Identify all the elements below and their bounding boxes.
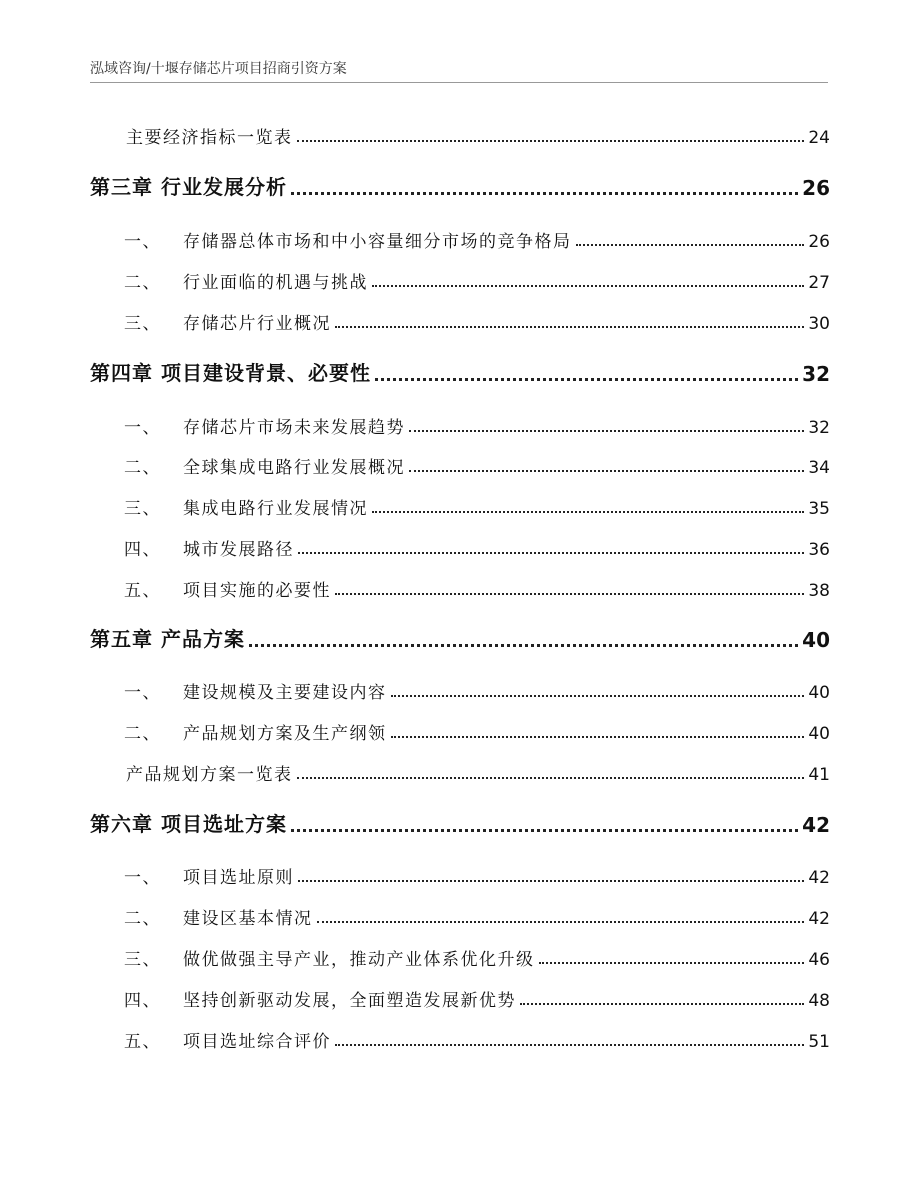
toc-entry[interactable] bbox=[124, 1026, 830, 1052]
toc-entry[interactable] bbox=[124, 985, 830, 1011]
toc-entry-number: 四、 bbox=[124, 540, 161, 560]
toc-entry-title: 建设区基本情况 bbox=[183, 909, 313, 929]
toc-entry-title: 城市发展路径 bbox=[183, 540, 294, 560]
toc-entry-title: 项目选址综合评价 bbox=[183, 1032, 331, 1052]
toc-entry-title: 第六章 项目选址方案 bbox=[90, 812, 287, 836]
toc-page-number: 27 bbox=[808, 273, 830, 293]
toc-entry-number: 三、 bbox=[124, 950, 161, 970]
toc-leader-dots bbox=[520, 1003, 804, 1005]
toc-page-number: 34 bbox=[808, 458, 830, 478]
toc-leader-dots bbox=[391, 695, 805, 697]
toc-entry[interactable] bbox=[124, 677, 830, 703]
toc-page-number: 42 bbox=[802, 813, 830, 837]
toc-page-number: 51 bbox=[808, 1032, 830, 1052]
toc-leader-dots bbox=[335, 326, 804, 328]
toc-entry[interactable] bbox=[126, 759, 830, 785]
toc-page-number: 32 bbox=[802, 362, 830, 386]
toc-entry-number: 四、 bbox=[124, 991, 161, 1011]
toc-entry-number: 一、 bbox=[124, 418, 161, 438]
toc-page-number: 30 bbox=[808, 314, 830, 334]
toc-entry-title: 做优做强主导产业，推动产业体系优化升级 bbox=[183, 950, 535, 970]
toc-entry-title: 第四章 项目建设背景、必要性 bbox=[90, 361, 371, 385]
toc-entry[interactable] bbox=[124, 718, 830, 744]
toc-page-number: 26 bbox=[808, 232, 830, 252]
toc-entry[interactable] bbox=[124, 308, 830, 334]
toc-entry-title: 产品规划方案一览表 bbox=[126, 765, 293, 785]
toc-entry-title: 项目实施的必要性 bbox=[183, 581, 331, 601]
toc-entry-title: 全球集成电路行业发展概况 bbox=[183, 458, 405, 478]
toc-leader-dots bbox=[297, 777, 805, 779]
toc-entry-title: 第五章 产品方案 bbox=[90, 627, 245, 651]
toc-page-number: 46 bbox=[808, 950, 830, 970]
toc-entry[interactable] bbox=[124, 534, 830, 560]
toc-entry-number: 三、 bbox=[124, 314, 161, 334]
toc-entry-number: 一、 bbox=[124, 232, 161, 252]
toc-entry[interactable] bbox=[90, 626, 830, 652]
toc-leader-dots bbox=[335, 593, 804, 595]
toc-entry[interactable] bbox=[124, 452, 830, 478]
toc-leader-dots bbox=[291, 192, 798, 195]
toc-entry[interactable] bbox=[124, 226, 830, 252]
toc-page-number: 48 bbox=[808, 991, 830, 1011]
toc-leader-dots bbox=[249, 644, 798, 647]
toc-entry-title: 存储芯片行业概况 bbox=[183, 314, 331, 334]
toc-entry[interactable] bbox=[90, 811, 830, 837]
toc-entry[interactable] bbox=[90, 174, 830, 200]
toc-entry-title: 行业面临的机遇与挑战 bbox=[183, 273, 368, 293]
toc-leader-dots bbox=[298, 880, 804, 882]
toc-leader-dots bbox=[539, 962, 805, 964]
toc-entry[interactable] bbox=[124, 493, 830, 519]
toc-page-number: 42 bbox=[808, 909, 830, 929]
toc-page-number: 40 bbox=[802, 628, 830, 652]
toc-leader-dots bbox=[409, 470, 804, 472]
toc-entry-title: 建设规模及主要建设内容 bbox=[183, 683, 387, 703]
toc-entry-number: 五、 bbox=[124, 1032, 161, 1052]
toc-entry-title: 存储芯片市场未来发展趋势 bbox=[183, 418, 405, 438]
toc-entry-number: 三、 bbox=[124, 499, 161, 519]
toc-entry-number: 二、 bbox=[124, 909, 161, 929]
toc-entry[interactable] bbox=[124, 412, 830, 438]
toc-entry[interactable] bbox=[90, 360, 830, 386]
toc-entry-number: 二、 bbox=[124, 724, 161, 744]
toc-entry[interactable] bbox=[124, 903, 830, 929]
toc-leader-dots bbox=[291, 829, 798, 832]
toc-entry[interactable] bbox=[124, 944, 830, 970]
toc-page-number: 40 bbox=[808, 724, 830, 744]
toc-entry-title: 产品规划方案及生产纲领 bbox=[183, 724, 387, 744]
toc-entry[interactable] bbox=[126, 122, 830, 148]
toc-leader-dots bbox=[391, 736, 805, 738]
toc-entry-number: 二、 bbox=[124, 458, 161, 478]
toc-page-number: 24 bbox=[808, 128, 830, 148]
toc-entry-number: 一、 bbox=[124, 868, 161, 888]
toc-entry-title: 第三章 行业发展分析 bbox=[90, 175, 287, 199]
page-header: 泓域咨询/十堰存储芯片项目招商引资方案 bbox=[90, 61, 347, 77]
toc-leader-dots bbox=[297, 140, 805, 142]
toc-entry-number: 五、 bbox=[124, 581, 161, 601]
toc-entry-title: 存储器总体市场和中小容量细分市场的竞争格局 bbox=[183, 232, 572, 252]
toc-leader-dots bbox=[375, 378, 798, 381]
toc-leader-dots bbox=[409, 430, 804, 432]
toc-entry[interactable] bbox=[124, 862, 830, 888]
toc-entry-number: 二、 bbox=[124, 273, 161, 293]
toc-entry-title: 集成电路行业发展情况 bbox=[183, 499, 368, 519]
toc-leader-dots bbox=[317, 921, 805, 923]
toc-leader-dots bbox=[335, 1044, 804, 1046]
toc-page-number: 42 bbox=[808, 868, 830, 888]
toc-entry-title: 项目选址原则 bbox=[183, 868, 294, 888]
toc-page-number: 35 bbox=[808, 499, 830, 519]
toc-entry[interactable] bbox=[124, 575, 830, 601]
toc-entry-number: 一、 bbox=[124, 683, 161, 703]
toc-leader-dots bbox=[372, 285, 804, 287]
toc-entry-title: 主要经济指标一览表 bbox=[126, 128, 293, 148]
toc-page-number: 36 bbox=[808, 540, 830, 560]
toc-entry-title: 坚持创新驱动发展，全面塑造发展新优势 bbox=[183, 991, 516, 1011]
toc-page-number: 40 bbox=[808, 683, 830, 703]
toc-leader-dots bbox=[576, 244, 805, 246]
toc-page-number: 32 bbox=[808, 418, 830, 438]
toc-entry[interactable] bbox=[124, 267, 830, 293]
toc-page-number: 41 bbox=[808, 765, 830, 785]
toc-page-number: 38 bbox=[808, 581, 830, 601]
toc-page-number: 26 bbox=[802, 176, 830, 200]
toc-leader-dots bbox=[298, 552, 804, 554]
toc-leader-dots bbox=[372, 511, 804, 513]
